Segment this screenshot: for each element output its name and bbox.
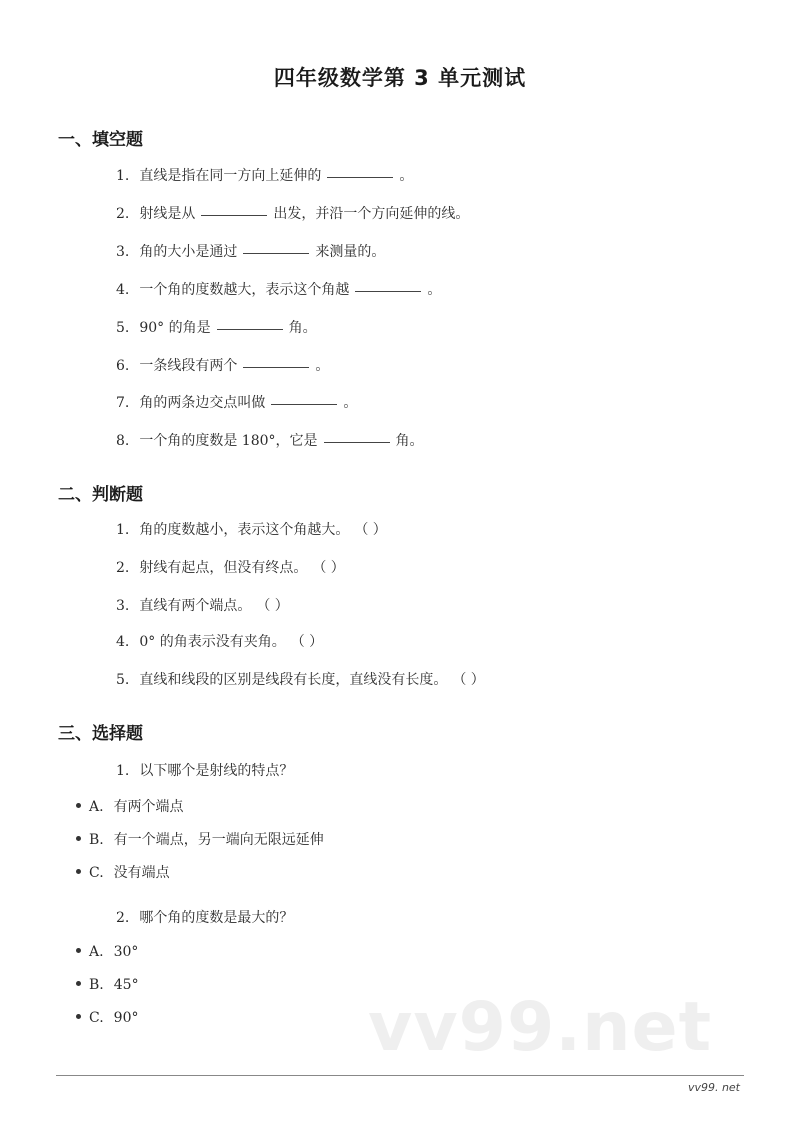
answer-blank[interactable] (324, 430, 390, 443)
bullet-icon (76, 869, 81, 874)
choice-option[interactable]: A. 有两个端点 (76, 796, 184, 816)
fill-item-7: 7. 角的两条边交点叫做 。 (116, 392, 357, 412)
answer-parentheses[interactable]: （ ） (459, 672, 485, 688)
answer-blank[interactable] (201, 203, 267, 216)
answer-blank[interactable] (355, 279, 421, 292)
bullet-icon (76, 981, 81, 986)
choice-option[interactable]: A. 30° (76, 944, 138, 960)
answer-blank[interactable] (217, 317, 283, 330)
answer-parentheses[interactable]: （ ） (319, 560, 345, 576)
fill-item-6: 6. 一条线段有两个 。 (116, 355, 329, 375)
choice-option[interactable]: C. 没有端点 (76, 862, 170, 882)
answer-blank[interactable] (271, 392, 337, 405)
choice-question-2: 2. 哪个角的度数是最大的？ (116, 910, 294, 926)
judge-item-2: 2. 射线有起点，但没有终点。 （ ） (116, 560, 345, 576)
fill-item-3: 3. 角的大小是通过 来测量的。 (116, 241, 385, 261)
choice-option[interactable]: C. 90° (76, 1010, 139, 1026)
judge-item-4: 4. 0° 的角表示没有夹角。 （ ） (116, 634, 324, 650)
judge-item-5: 5. 直线和线段的区别是线段有长度，直线没有长度。 （ ） (116, 672, 485, 688)
section-choice-heading: 三、选择题 (58, 724, 143, 744)
choice-option[interactable]: B. 有一个端点，另一端向无限远延伸 (76, 829, 324, 849)
fill-item-8: 8. 一个角的度数是 180°，它是 角。 (116, 430, 424, 450)
judge-item-1: 1. 角的度数越小，表示这个角越大。 （ ） (116, 522, 387, 538)
fill-item-2: 2. 射线是从 出发，并沿一个方向延伸的线。 (116, 203, 469, 223)
footer-site: vv99. net (687, 1081, 740, 1094)
bullet-icon (76, 836, 81, 841)
answer-blank[interactable] (243, 241, 309, 254)
choice-option[interactable]: B. 45° (76, 977, 139, 993)
fill-item-1: 1. 直线是指在同一方向上延伸的 。 (116, 165, 413, 185)
page-title: 四年级数学第 3 单元测试 (273, 66, 527, 90)
fill-item-4: 4. 一个角的度数越大，表示这个角越 。 (116, 279, 441, 299)
answer-parentheses[interactable]: （ ） (361, 522, 387, 538)
section-fill-heading: 一、填空题 (58, 130, 143, 150)
footer-divider (56, 1075, 744, 1076)
bullet-icon (76, 803, 81, 808)
bullet-icon (76, 948, 81, 953)
bullet-icon (76, 1014, 81, 1019)
watermark: vv99.net (368, 988, 713, 1067)
fill-item-5: 5. 90° 的角是 角。 (116, 317, 317, 337)
answer-parentheses[interactable]: （ ） (297, 634, 324, 650)
judge-item-3: 3. 直线有两个端点。 （ ） (116, 598, 289, 614)
answer-blank[interactable] (243, 355, 309, 368)
section-judge-heading: 二、判断题 (58, 485, 143, 505)
choice-question-1: 1. 以下哪个是射线的特点？ (116, 763, 294, 779)
answer-blank[interactable] (327, 165, 393, 178)
answer-parentheses[interactable]: （ ） (263, 598, 289, 614)
